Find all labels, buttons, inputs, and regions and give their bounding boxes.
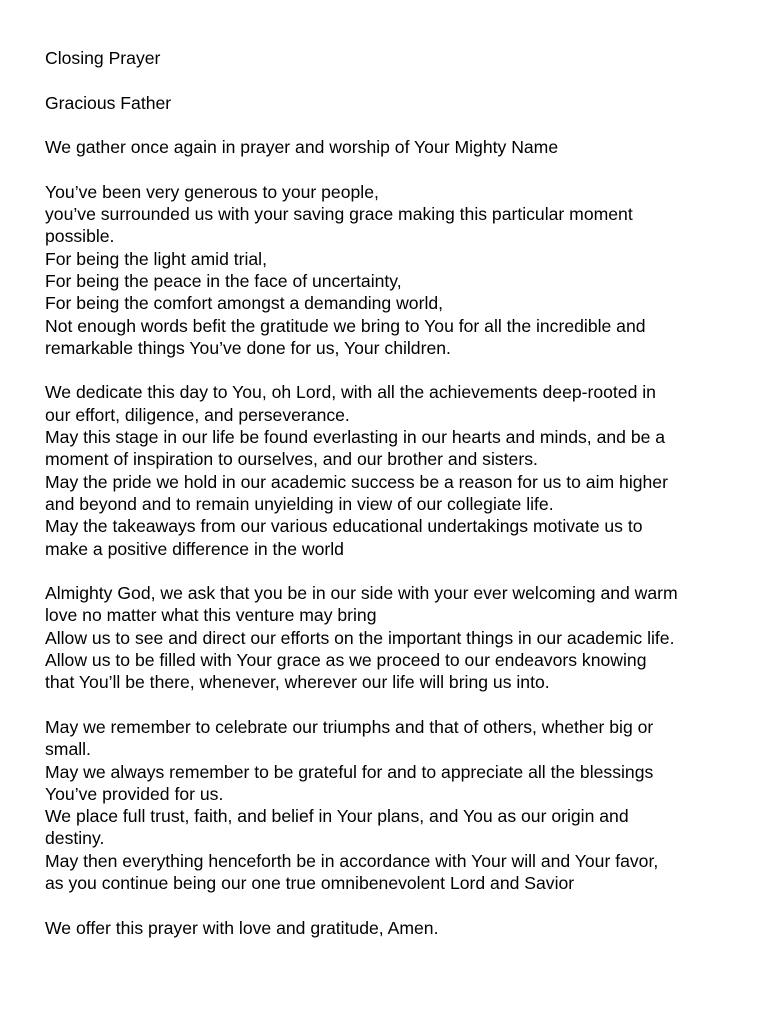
prayer-paragraph	[45, 181, 745, 359]
prayer-line: remarkable things You’ve done for us, Your children.	[45, 337, 451, 358]
prayer-line: May the pride we hold in our academic success be a reason for us to aim higher	[45, 471, 668, 492]
prayer-line: For being the peace in the face of uncertainty,	[45, 270, 402, 291]
prayer-line: We place full trust, faith, and belief in Your plans, and You as our origin and	[45, 806, 629, 827]
prayer-body	[45, 136, 745, 939]
prayer-line: We dedicate this day to You, oh Lord, with all the achievements deep-rooted in	[45, 382, 656, 403]
prayer-line: possible.	[45, 226, 115, 247]
salutation-line: Gracious Father	[45, 92, 172, 113]
prayer-line: May we remember to celebrate our triumphs and that of others, whether big or	[45, 716, 654, 737]
prayer-line: Allow us to be filled with Your grace as we proceed to our endeavors knowing	[45, 650, 647, 671]
prayer-line: moment of inspiration to ourselves, and our brother and sisters.	[45, 449, 538, 470]
prayer-line: and beyond and to remain unyielding in view of our collegiate life.	[45, 493, 554, 514]
prayer-paragraph	[45, 716, 745, 894]
prayer-line: Allow us to see and direct our efforts on the important things in our academic life.	[45, 627, 675, 648]
prayer-line: our effort, diligence, and perseverance.	[45, 404, 350, 425]
prayer-line: May we always remember to be grateful for and to appreciate all the blessings	[45, 761, 654, 782]
prayer-line: For being the comfort amongst a demanding world,	[45, 293, 444, 314]
prayer-line: Not enough words befit the gratitude we bring to You for all the incredible and	[45, 315, 646, 336]
prayer-line: as you continue being our one true omnibenevolent Lord and Savior	[45, 872, 575, 893]
prayer-line: you’ve surrounded us with your saving grace making this particular moment	[45, 204, 633, 225]
prayer-paragraph	[45, 917, 745, 939]
prayer-line: We gather once again in prayer and worship of Your Mighty Name	[45, 137, 559, 158]
prayer-paragraph	[45, 136, 745, 158]
prayer-line: Almighty God, we ask that you be in our side with your ever welcoming and warm	[45, 583, 678, 604]
prayer-paragraph	[45, 582, 745, 693]
prayer-line: You’ve been very generous to your people,	[45, 181, 379, 202]
prayer-line: destiny.	[45, 828, 105, 849]
prayer-line: May this stage in our life be found everlasting in our hearts and minds, and be a	[45, 427, 666, 448]
document-page	[45, 47, 745, 961]
prayer-line: love no matter what this venture may bring	[45, 605, 377, 626]
prayer-line: May then everything henceforth be in accordance with Your will and Your favor,	[45, 850, 659, 871]
document-title	[45, 47, 745, 69]
prayer-line: We offer this prayer with love and gratitude, Amen.	[45, 917, 439, 938]
prayer-line: that You’ll be there, whenever, wherever our life will bring us into.	[45, 672, 550, 693]
prayer-line: May the takeaways from our various educational undertakings motivate us to	[45, 516, 643, 537]
prayer-paragraph	[45, 381, 745, 559]
salutation	[45, 92, 745, 114]
prayer-line: small.	[45, 739, 91, 760]
prayer-line: make a positive difference in the world	[45, 538, 344, 559]
prayer-line: You’ve provided for us.	[45, 783, 224, 804]
title-line: Closing Prayer	[45, 48, 161, 68]
prayer-line: For being the light amid trial,	[45, 248, 267, 269]
